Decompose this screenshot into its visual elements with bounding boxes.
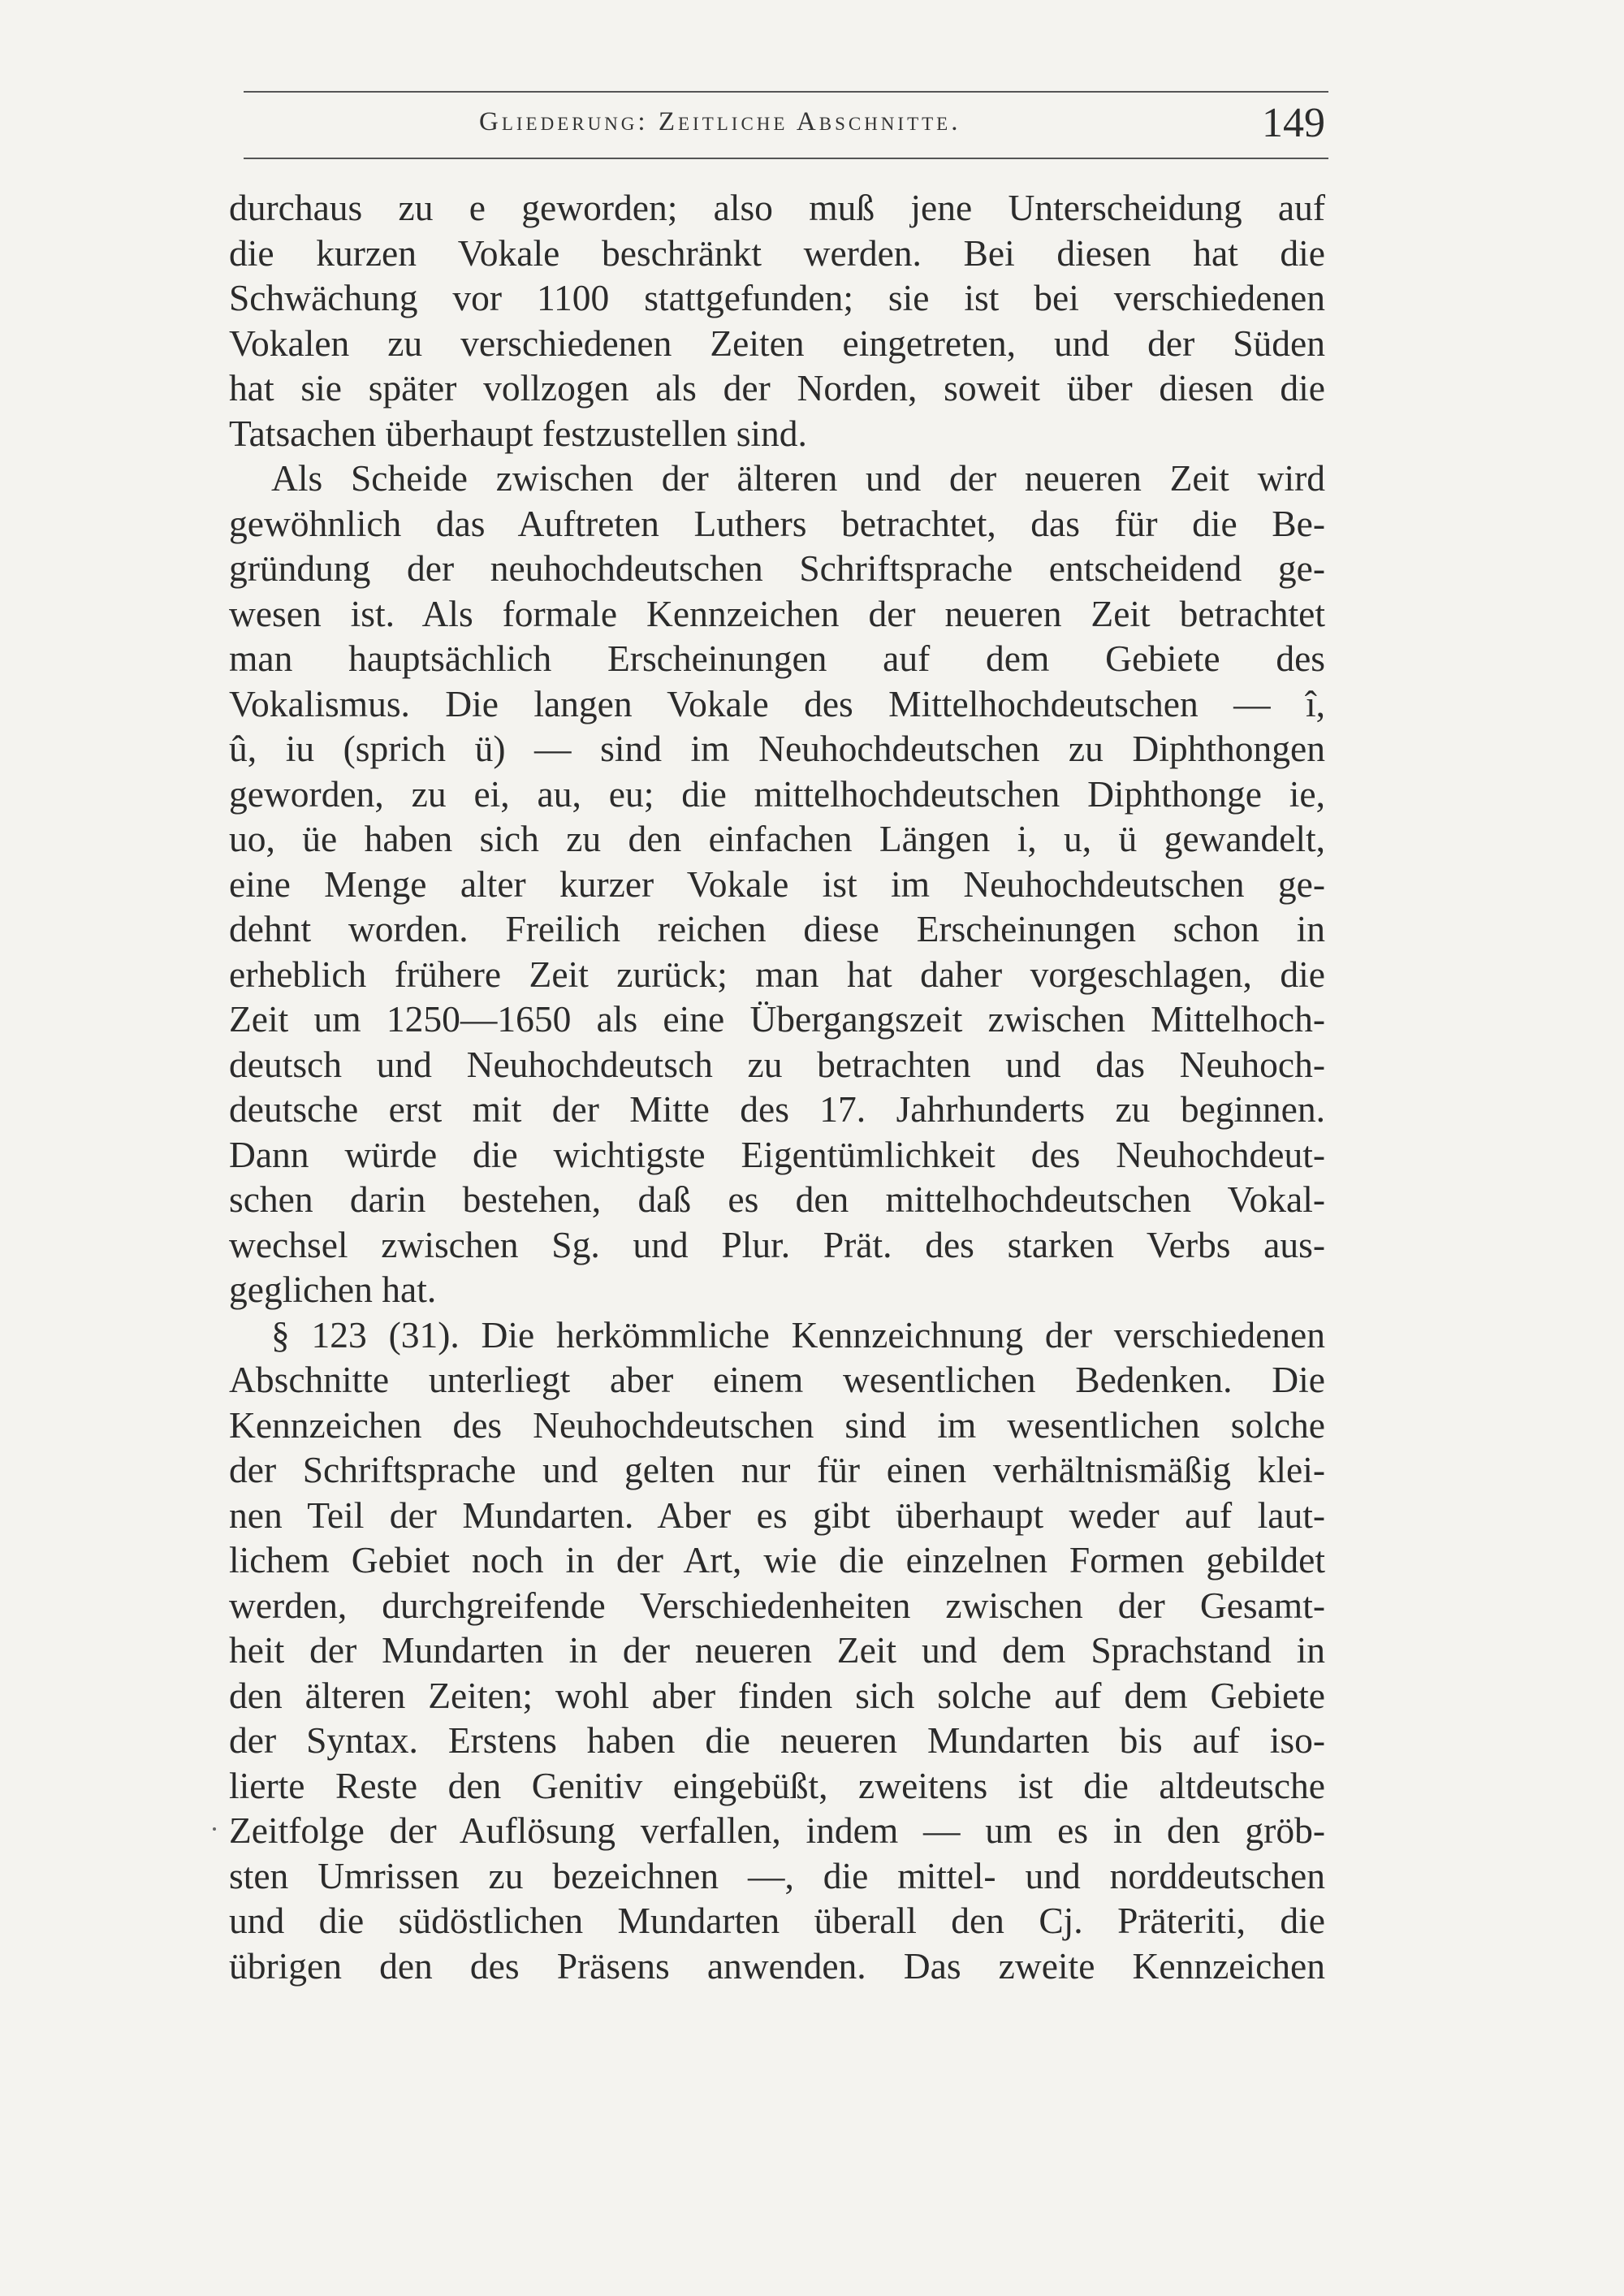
text-line: deutsche erst mit der Mitte des 17. Jahrhunderts zu beginnen. xyxy=(229,1088,1325,1130)
text-line: geworden, zu ei, au, eu; die mittelhochdeutschen Diphthonge ie, xyxy=(229,772,1325,815)
text-line: deutsch und Neuhochdeutsch zu betrachten und das Neuhoch- xyxy=(229,1043,1325,1085)
text-line: geglichen hat. xyxy=(229,1269,437,1310)
scan-speck xyxy=(213,1827,216,1831)
text-line: lichem Gebiet noch in der Art, wie die einzelnen Formen gebildet xyxy=(229,1539,1325,1580)
page-number: 149 xyxy=(1262,100,1325,146)
text-line: gewöhnlich das Auftreten Luthers betrachtet, das für die Be- xyxy=(229,502,1325,544)
text-line: und die südöstlichen Mundarten überall den Cj. Präteriti, die xyxy=(229,1900,1325,1941)
text-line: schen darin bestehen, daß es den mittelhochdeutschen Vokal- xyxy=(229,1178,1325,1220)
text-line: Abschnitte unterliegt aber einem wesentlichen Bedenken. Die xyxy=(229,1359,1325,1400)
text-line: werden, durchgreifende Verschiedenheiten zwischen der Gesamt- xyxy=(229,1584,1325,1626)
body-text xyxy=(229,185,1325,1988)
text-line: durchaus zu e geworden; also muß jene Unterscheidung auf xyxy=(229,187,1325,228)
text-line: wesen ist. Als formale Kennzeichen der neueren Zeit betrachtet xyxy=(229,592,1325,634)
text-line: uo, üe haben sich zu den einfachen Längen i, u, ü gewandelt, xyxy=(229,818,1325,859)
text-line: man hauptsächlich Erscheinungen auf dem Gebiete des xyxy=(229,638,1325,679)
text-line: erheblich frühere Zeit zurück; man hat daher vorgeschlagen, die xyxy=(229,953,1325,995)
text-line: übrigen den des Präsens anwenden. Das zweite Kennzeichen xyxy=(229,1944,1325,1987)
text-line: û, iu (sprich ü) — sind im Neuhochdeutschen zu Diphthongen xyxy=(229,728,1325,769)
text-line: Tatsachen überhaupt festzustellen sind. xyxy=(229,412,807,454)
text-line: Zeit um 1250—1650 als eine Übergangszeit zwischen Mittelhoch- xyxy=(229,998,1325,1040)
text-line: eine Menge alter kurzer Vokale ist im Neuhochdeutschen ge- xyxy=(229,863,1325,905)
text-line: Als Scheide zwischen der älteren und der neueren Zeit wird xyxy=(271,457,1325,499)
text-line: Zeitfolge der Auflösung verfallen, indem — um es in den gröb- xyxy=(229,1810,1325,1851)
running-head xyxy=(244,97,1328,151)
header-rule-bottom xyxy=(244,158,1328,159)
text-line: die kurzen Vokale beschränkt werden. Bei diesen hat die xyxy=(229,231,1325,274)
text-line: Schwächung vor 1100 stattgefunden; sie ist bei verschiedenen xyxy=(229,277,1325,318)
text-line: Kennzeichen des Neuhochdeutschen sind im wesentlichen solche xyxy=(229,1403,1325,1446)
text-line: hat sie später vollzogen als der Norden, soweit über diesen die xyxy=(229,367,1325,409)
text-line: Vokalen zu verschiedenen Zeiten eingetreten, und der Süden xyxy=(229,322,1325,364)
text-line: Vokalismus. Die langen Vokale des Mittelhochdeutschen — î, xyxy=(229,682,1325,724)
header-rule-top xyxy=(244,91,1328,93)
text-line: der Schriftsprache und gelten nur für einen verhältnismäßig klei- xyxy=(229,1449,1325,1490)
text-line: nen Teil der Mundarten. Aber es gibt überhaupt weder auf laut- xyxy=(229,1494,1325,1536)
text-line: gründung der neuhochdeutschen Schriftsprache entscheidend ge- xyxy=(229,547,1325,589)
running-title: Gliederung: Zeitliche Abschnitte. xyxy=(479,107,961,136)
text-line: Dann würde die wichtigste Eigentümlichkeit des Neuhochdeut- xyxy=(229,1133,1325,1175)
text-line: heit der Mundarten in der neueren Zeit und dem Sprachstand in xyxy=(229,1629,1325,1671)
text-line: lierte Reste den Genitiv eingebüßt, zweitens ist die altdeutsche xyxy=(229,1764,1325,1806)
text-line: § 123 (31). Die herkömmliche Kennzeichnung der verschiedenen xyxy=(271,1313,1325,1356)
text-line: wechsel zwischen Sg. und Plur. Prät. des starken Verbs aus- xyxy=(229,1223,1325,1265)
text-line: der Syntax. Erstens haben die neueren Mundarten bis auf iso- xyxy=(229,1719,1325,1761)
text-line: dehnt worden. Freilich reichen diese Erscheinungen schon in xyxy=(229,908,1325,949)
text-line: sten Umrissen zu bezeichnen —, die mittel- und norddeutschen xyxy=(229,1854,1325,1896)
text-line: den älteren Zeiten; wohl aber finden sich solche auf dem Gebiete xyxy=(229,1674,1325,1716)
